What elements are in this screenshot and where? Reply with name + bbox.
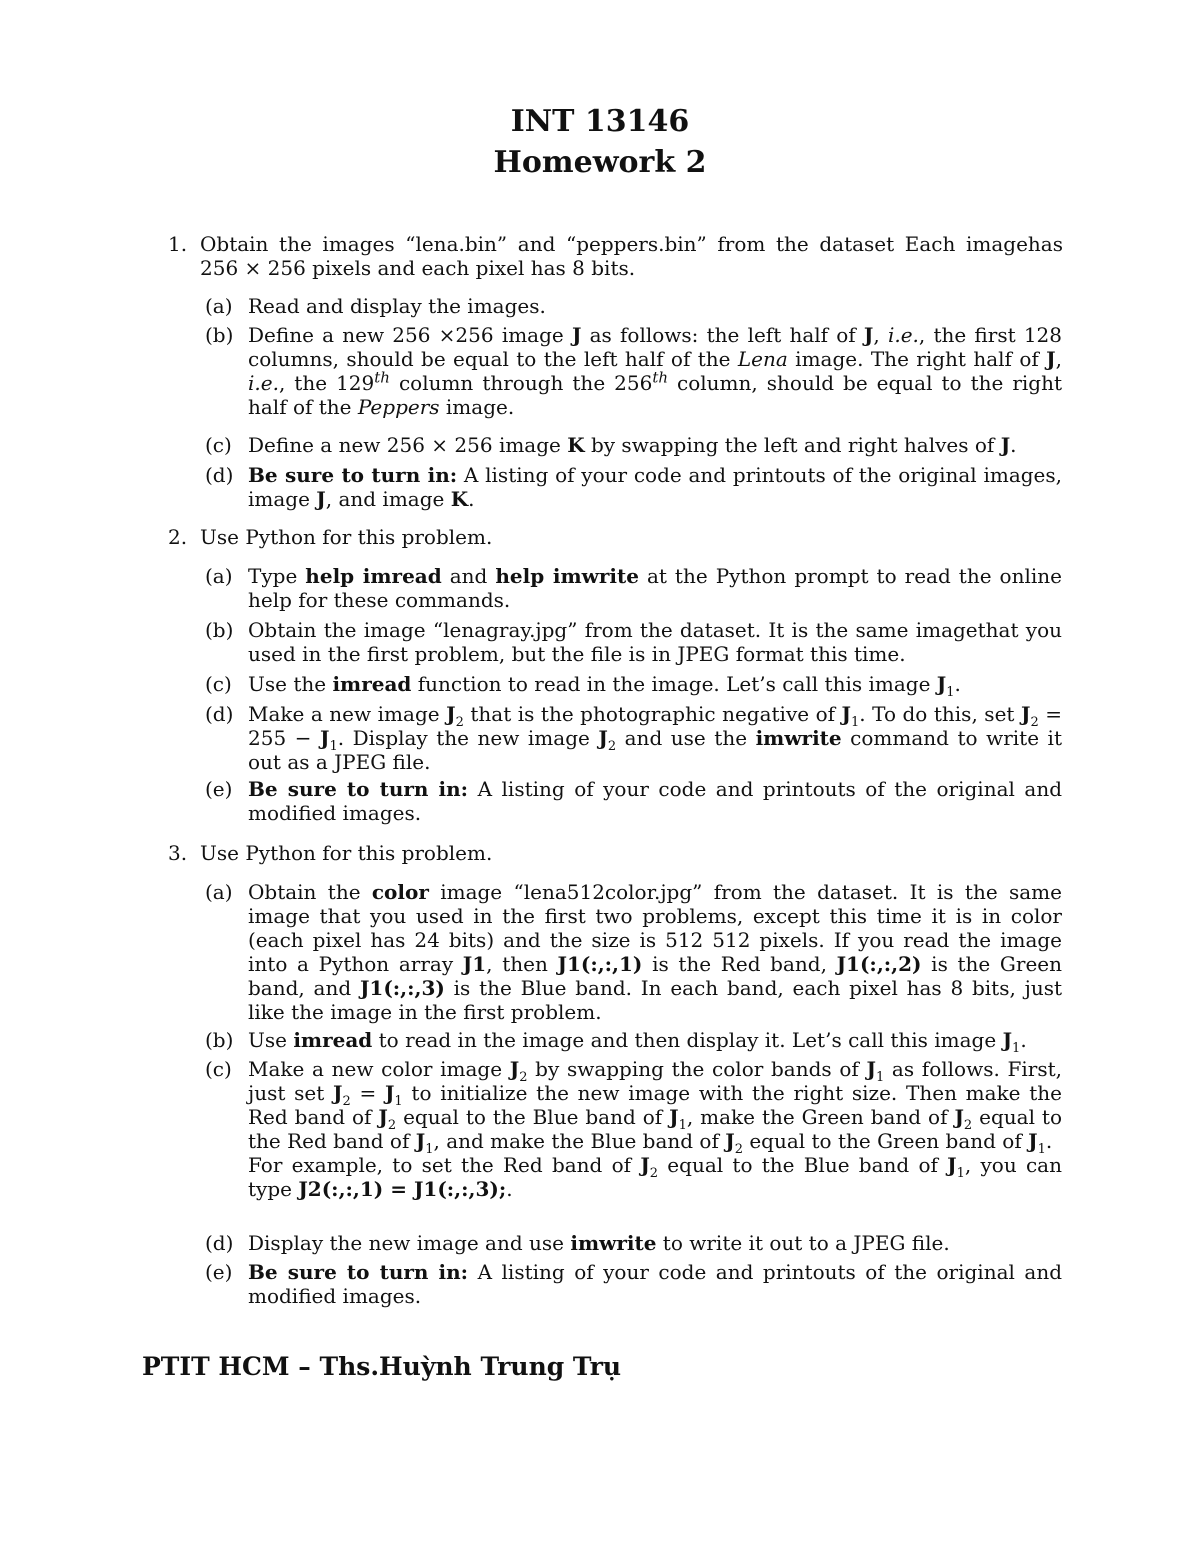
part-text: [248, 1260, 1062, 1308]
part-text: [248, 880, 1062, 1024]
part-label: (e): [205, 1260, 233, 1284]
emphasis: Peppers: [357, 395, 440, 419]
text-run: equal to the Red band of: [248, 1105, 1062, 1153]
part-text: [248, 702, 1062, 774]
text-run: .: [1045, 1129, 1053, 1153]
command: help imread: [305, 564, 442, 588]
matrix-symbol: J: [319, 726, 330, 750]
problem-3c: [205, 1057, 1062, 1201]
text-run: Use the: [248, 672, 333, 696]
part-text: [248, 1231, 1062, 1255]
part-label: (b): [205, 323, 234, 347]
part-label: (a): [205, 564, 233, 588]
problem-3: [168, 841, 1063, 865]
matrix-symbol: J: [446, 702, 456, 726]
text-run: at the Python prompt to read the online help for these commands.: [248, 564, 1062, 612]
part-label: (a): [205, 880, 233, 904]
matrix-symbol: K: [450, 487, 469, 511]
matrix-symbol: J: [415, 1129, 426, 1153]
text-run: image.: [439, 395, 515, 419]
subscript: 1: [851, 715, 860, 730]
text-run: and use the: [616, 726, 756, 750]
text-run: Type: [248, 564, 306, 588]
text-run: =: [350, 1081, 385, 1105]
text-run: to initialize the new image with the right size. Then make the Red band of: [248, 1081, 1063, 1129]
subscript: 2: [455, 715, 464, 730]
problem-1a: [205, 294, 1062, 318]
text-run: Make a new color image: [248, 1057, 510, 1081]
subscript: 2: [342, 1094, 351, 1109]
part-text: [248, 433, 1062, 457]
subscript: 1: [425, 1142, 434, 1157]
subscript: 2: [387, 1118, 397, 1133]
turn-in-label: Be sure to turn in:: [248, 1260, 469, 1284]
problem-2a: [205, 564, 1062, 612]
part-text: [248, 1057, 1062, 1201]
ordinal-suffix: th: [374, 368, 390, 387]
subscript: 1: [394, 1094, 403, 1109]
text-run: column through the 256: [389, 371, 653, 395]
course-code: INT 13146: [510, 104, 690, 139]
matrix-symbol: J: [947, 1153, 957, 1177]
problem-2e: [205, 777, 1062, 825]
matrix-symbol: J: [640, 1153, 650, 1177]
part-label: (c): [205, 672, 232, 696]
part-text: [248, 672, 1062, 700]
problem-number: 2.: [168, 525, 188, 549]
matrix-symbol: J: [866, 1057, 876, 1081]
matrix-symbol: J: [509, 1057, 520, 1081]
problem-number: 3.: [168, 841, 188, 865]
turn-in-label: Be sure to turn in:: [248, 463, 458, 487]
code-snippet: J1: [462, 952, 487, 976]
text-run: For example, to set the Red band of: [248, 1153, 641, 1177]
problem-3a: [205, 880, 1062, 1024]
text-run: .: [1020, 1028, 1027, 1052]
ordinal-suffix: th: [652, 368, 669, 387]
subscript: 1: [875, 1070, 885, 1085]
part-label: (b): [205, 1028, 234, 1052]
page-title: Homework 2: [493, 145, 707, 180]
text-run: command to write it out as a JPEG file.: [248, 726, 1062, 774]
text-run: equal to the Blue band of: [396, 1105, 670, 1129]
text-run: A listing of your code and printouts of the original images, image: [248, 463, 1062, 511]
problem-2d: [205, 702, 1062, 774]
matrix-symbol: J: [1002, 1028, 1013, 1052]
text-run: , you can type: [248, 1153, 1062, 1201]
part-text: [248, 564, 1062, 612]
subscript: 1: [329, 739, 338, 754]
text-run: ,: [873, 323, 888, 347]
problem-intro: Use Python for this problem.: [200, 525, 493, 549]
problem-3d: [205, 1231, 1062, 1255]
text-run: to write it out to a JPEG file.: [656, 1231, 950, 1255]
problem-2b: [205, 618, 1062, 666]
problem-2: [168, 525, 1063, 549]
text-run: is the Green band, and: [248, 952, 1062, 1000]
subscript: 2: [734, 1142, 743, 1157]
text-run: ,: [1055, 347, 1062, 371]
text-run: = 255 −: [248, 702, 1062, 750]
text-run: . Display the new image: [337, 726, 599, 750]
text-run: A listing of your code and printouts of the original and modified images.: [248, 1260, 1063, 1308]
author-footer: PTIT HCM – Ths.Huỳnh Trung Trụ: [142, 1352, 622, 1381]
matrix-symbol: J: [1046, 347, 1056, 371]
problem-3b: [205, 1028, 1062, 1056]
part-label: (d): [205, 702, 234, 726]
text-run: equal to the Blue band of: [658, 1153, 948, 1177]
subscript: 1: [956, 1166, 965, 1181]
text-run: as follows. First, just set: [248, 1057, 1062, 1105]
text-run: image. The right half of: [787, 347, 1047, 371]
matrix-symbol: J: [863, 323, 874, 347]
matrix-symbol: J: [571, 323, 582, 347]
command: imwrite: [570, 1231, 657, 1255]
matrix-symbol: J: [669, 1105, 679, 1129]
matrix-symbol: J: [725, 1129, 735, 1153]
part-label: (c): [205, 433, 232, 457]
subscript: 2: [1030, 715, 1039, 730]
text-run: function to read in the image. Let’s call this image: [411, 672, 937, 696]
text-run: as follows: the left half of: [581, 323, 864, 347]
text-run: equal to the Green band of: [742, 1129, 1029, 1153]
problem-1d: [205, 463, 1062, 511]
problem-intro: Use Python for this problem.: [200, 841, 493, 865]
part-label: (d): [205, 463, 234, 487]
subscript: 2: [649, 1166, 659, 1181]
turn-in-label: Be sure to turn in:: [248, 777, 469, 801]
part-text: Read and display the images.: [248, 294, 546, 318]
part-text: [248, 463, 1062, 511]
subscript: 2: [963, 1118, 973, 1133]
matrix-symbol: J: [841, 702, 852, 726]
text-run: Use: [248, 1028, 294, 1052]
code-snippet: J1(:,:,3): [359, 976, 445, 1000]
emphasis: i.e.: [887, 323, 919, 347]
matrix-symbol: J: [954, 1105, 964, 1129]
problem-1b: [205, 323, 1062, 419]
text-run: , and image: [325, 487, 451, 511]
matrix-symbol: J: [936, 672, 947, 696]
code-snippet: J1(:,:,1): [557, 952, 643, 976]
text-run: , the first 128 columns, should be equal to the left half of the: [248, 323, 1063, 371]
text-run: . To do this, set: [859, 702, 1021, 726]
color-keyword: color: [371, 880, 429, 904]
matrix-symbol: J: [598, 726, 608, 750]
problem-3e: [205, 1260, 1062, 1308]
part-text: [248, 1028, 1062, 1056]
text-run: .: [468, 487, 475, 511]
command: help imwrite: [495, 564, 639, 588]
part-text: Obtain the image “lenagray.jpg” from the dataset. It is the same imagethat you used in the first problem, but the file is in JPEG format this time.: [248, 618, 1062, 666]
code-snippet: J1(:,:,2): [836, 952, 922, 976]
text-run: to read in the image and then display it. Let’s call this image: [372, 1028, 1003, 1052]
text-run: column, should be equal to the right half of the: [248, 371, 1063, 419]
problem-1: [168, 232, 1063, 280]
part-text: [248, 323, 1062, 419]
matrix-symbol: K: [567, 433, 585, 457]
problem-2c: [205, 672, 1062, 700]
emphasis: Lena: [737, 347, 788, 371]
code-snippet: J2(:,:,1) = J1(:,:,3);: [298, 1177, 507, 1201]
matrix-symbol: J: [332, 1081, 343, 1105]
part-label: (a): [205, 294, 233, 318]
problem-number: 1.: [168, 232, 188, 256]
part-label: (c): [205, 1057, 232, 1081]
command: imwrite: [755, 726, 842, 750]
text-run: and: [441, 564, 496, 588]
text-run: .: [954, 672, 961, 696]
problem-1c: [205, 433, 1062, 457]
matrix-symbol: J: [1000, 433, 1011, 457]
subscript: 2: [519, 1070, 528, 1085]
text-run: Display the new image and use: [248, 1231, 571, 1255]
text-run: , then: [486, 952, 558, 976]
text-run: is the Red band,: [642, 952, 837, 976]
matrix-symbol: J: [378, 1105, 388, 1129]
matrix-symbol: J: [1028, 1129, 1038, 1153]
text-run: Define a new 256 ×256 image: [248, 323, 572, 347]
emphasis: i.e.: [248, 371, 279, 395]
text-run: Make a new image: [248, 702, 447, 726]
problem-intro: Obtain the images “lena.bin” and “peppers.bin” from the dataset Each imagehas 256 × 256 pixels and each pixel has 8 bits.: [200, 232, 1063, 280]
text-run: , make the Green band of: [686, 1105, 955, 1129]
subscript: 1: [1012, 1041, 1021, 1056]
matrix-symbol: J: [1020, 702, 1031, 726]
part-label: (e): [205, 777, 233, 801]
subscript: 1: [1037, 1142, 1046, 1157]
text-run: by swapping the color bands of: [527, 1057, 867, 1081]
text-run: is the Blue band. In each band, each pixel has 8 bits, just like the image in the first problem.: [248, 976, 1063, 1024]
text-run: A listing of your code and printouts of the original and modified images.: [248, 777, 1063, 825]
matrix-symbol: J: [316, 487, 326, 511]
text-run: Obtain the: [248, 880, 372, 904]
command: imread: [293, 1028, 373, 1052]
text-run: image “lena512color.jpg” from the dataset. It is the same image that you used in the first two problems, except this time it is in color (each pixel has 24 bits) and the size is 512 512 pixels. If you read the image into a Python array: [248, 880, 1062, 976]
text-run: , the 129: [278, 371, 375, 395]
text-run: .: [506, 1177, 513, 1201]
matrix-symbol: J: [384, 1081, 395, 1105]
part-label: (d): [205, 1231, 234, 1255]
command: imread: [332, 672, 412, 696]
subscript: 1: [946, 685, 955, 700]
subscript: 1: [678, 1118, 687, 1133]
part-label: (b): [205, 618, 234, 642]
part-text: [248, 777, 1062, 825]
text-run: by swapping the left and right halves of: [584, 433, 1001, 457]
subscript: 2: [607, 739, 617, 754]
text-run: Define a new 256 × 256 image: [248, 433, 568, 457]
text-run: that is the photographic negative of: [463, 702, 842, 726]
text-run: , and make the Blue band of: [433, 1129, 726, 1153]
text-run: .: [1010, 433, 1017, 457]
